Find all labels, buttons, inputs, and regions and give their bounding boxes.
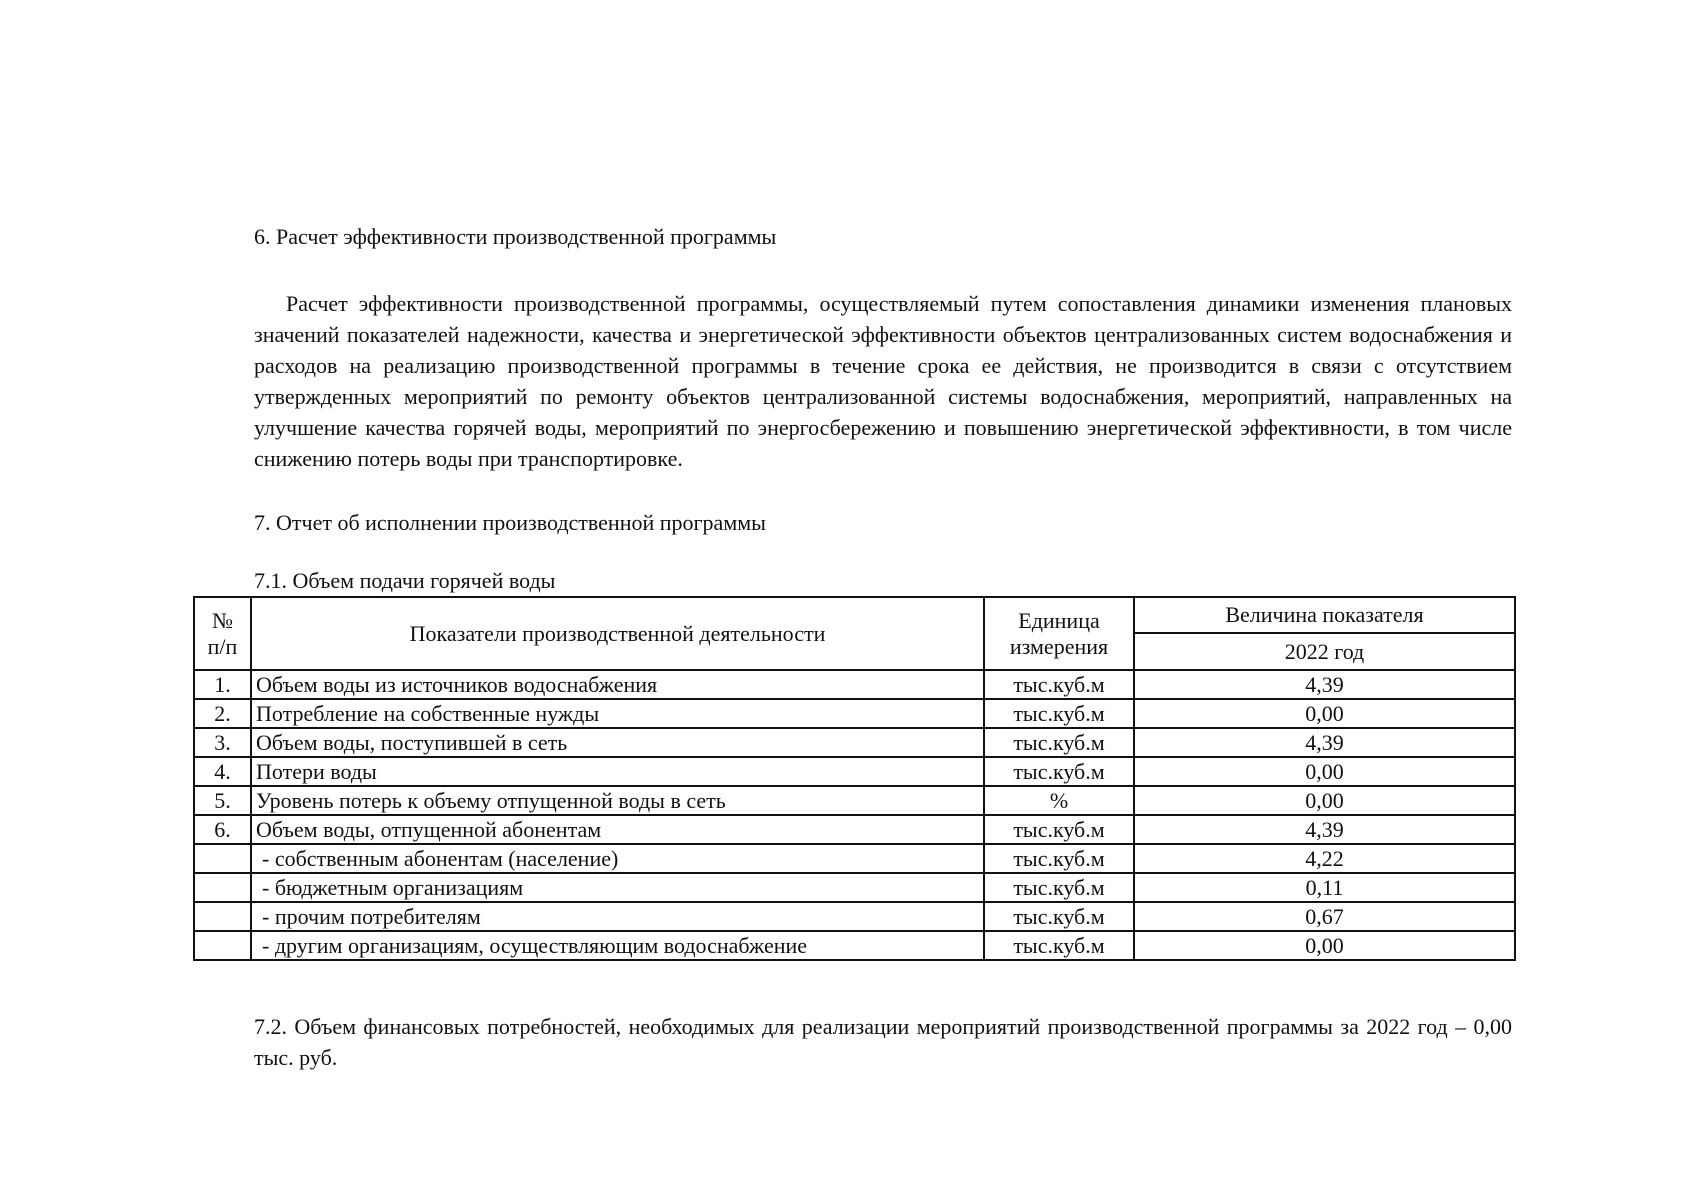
row-unit: тыс.куб.м xyxy=(984,902,1134,931)
row-indicator: - другим организациям, осуществляющим водоснабжение xyxy=(251,931,984,960)
row-number: 1. xyxy=(194,670,251,699)
header-unit-line1: Единица xyxy=(1018,607,1100,633)
row-indicator: Уровень потерь к объему отпущенной воды в сеть xyxy=(251,786,984,815)
row-value: 0,67 xyxy=(1134,902,1515,931)
header-number xyxy=(194,597,251,670)
row-value: 4,39 xyxy=(1134,728,1515,757)
row-unit: тыс.куб.м xyxy=(984,873,1134,902)
table-row xyxy=(194,757,1515,786)
table-row xyxy=(194,670,1515,699)
table-row xyxy=(194,786,1515,815)
row-indicator: - прочим потребителям xyxy=(251,902,984,931)
row-unit: тыс.куб.м xyxy=(984,931,1134,960)
row-value: 4,39 xyxy=(1134,815,1515,844)
header-value-group: Величина показателя xyxy=(1134,597,1515,633)
table-row xyxy=(194,844,1515,873)
row-value: 0,00 xyxy=(1134,699,1515,728)
header-year: 2022 год xyxy=(1134,633,1515,670)
table-row xyxy=(194,873,1515,902)
row-value: 4,22 xyxy=(1134,844,1515,873)
row-indicator: Объем воды из источников водоснабжения xyxy=(251,670,984,699)
row-indicator: Объем воды, отпущенной абонентам xyxy=(251,815,984,844)
table-row xyxy=(194,902,1515,931)
row-number xyxy=(194,902,251,931)
row-unit: тыс.куб.м xyxy=(984,844,1134,873)
row-number xyxy=(194,844,251,873)
hot-water-supply-table xyxy=(193,596,1516,961)
row-value: 0,11 xyxy=(1134,873,1515,902)
header-number-line2: п/п xyxy=(207,633,238,659)
subsection-7-1-caption: 7.1. Объем подачи горячей воды xyxy=(254,568,556,593)
row-number xyxy=(194,873,251,902)
row-indicator: - бюджетным организациям xyxy=(251,873,984,902)
row-indicator: Объем воды, поступившей в сеть xyxy=(251,728,984,757)
row-indicator: - собственным абонентам (население) xyxy=(251,844,984,873)
header-unit-line2: измерения xyxy=(1009,633,1109,659)
row-unit: тыс.куб.м xyxy=(984,699,1134,728)
subsection-7-2-paragraph: 7.2. Объем финансовых потребностей, необходимых для реализации мероприятий производственной программы за 2022 год – 0,00 тыс. руб. xyxy=(254,1014,1512,1070)
section-7-heading: 7. Отчет об исполнении производственной программы xyxy=(254,510,766,535)
row-unit: тыс.куб.м xyxy=(984,757,1134,786)
row-indicator: Потребление на собственные нужды xyxy=(251,699,984,728)
table-row xyxy=(194,728,1515,757)
row-number: 4. xyxy=(194,757,251,786)
row-unit: тыс.куб.м xyxy=(984,670,1134,699)
row-value: 0,00 xyxy=(1134,931,1515,960)
header-indicator: Показатели производственной деятельности xyxy=(251,597,984,670)
section-6-heading: 6. Расчет эффективности производственной программы xyxy=(254,224,777,249)
row-number: 3. xyxy=(194,728,251,757)
row-indicator: Потери воды xyxy=(251,757,984,786)
table-row xyxy=(194,699,1515,728)
row-value: 4,39 xyxy=(1134,670,1515,699)
header-unit xyxy=(984,597,1134,670)
row-unit: тыс.куб.м xyxy=(984,815,1134,844)
row-unit: тыс.куб.м xyxy=(984,728,1134,757)
row-number: 5. xyxy=(194,786,251,815)
row-number xyxy=(194,931,251,960)
table-row xyxy=(194,931,1515,960)
header-number-line1: № xyxy=(212,607,233,633)
table-row xyxy=(194,815,1515,844)
row-number: 6. xyxy=(194,815,251,844)
row-value: 0,00 xyxy=(1134,757,1515,786)
section-6-paragraph: Расчет эффективности производственной программы, осуществляемый путем сопоставления динамики изменения плановых значений показателей надежности, качества и энергетической эффективности объектов централизованных систем водоснабжения и расходов на реализацию производственной программы в течение срока ее действия, не производится в связи с отсутствием утвержденных мероприятий по ремонту объектов централизованной системы водоснабжения, мероприятий, направленных на улучшение качества горячей воды, мероприятий по энергосбережению и повышению энергетической эффективности, в том числе снижению потерь воды при транспортировке. xyxy=(254,291,1512,471)
row-number: 2. xyxy=(194,699,251,728)
row-unit: % xyxy=(984,786,1134,815)
row-value: 0,00 xyxy=(1134,786,1515,815)
